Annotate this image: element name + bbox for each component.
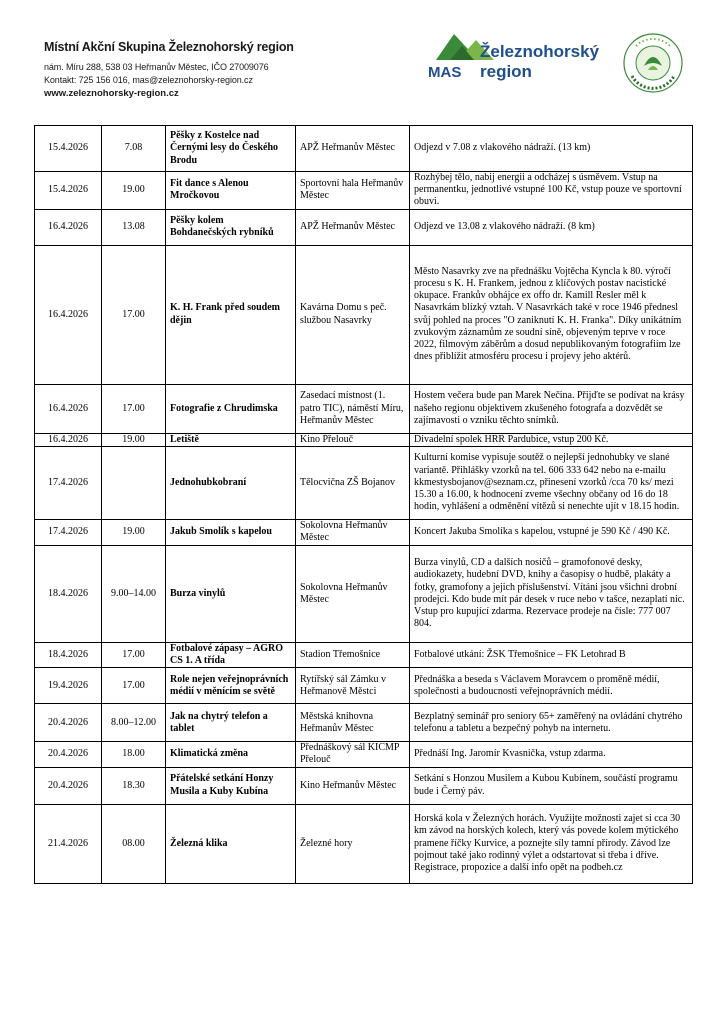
event-place: Tělocvična ZŠ Bojanov xyxy=(296,446,410,519)
event-name: Burza vinylů xyxy=(166,545,296,642)
event-place: APŽ Heřmanův Městec xyxy=(296,209,410,245)
seal-graphic xyxy=(622,32,684,94)
letterhead xyxy=(0,0,725,125)
event-time: 18.00 xyxy=(102,742,166,767)
event-description: Burza vinylů, CD a dalších nosičů – gramofonové desky, audiokazety, hudební DVD, knihy a časopisy o hudbě, plakáty a fotky, gramofony a jejich příslušenství. Vítáni jsou všichni drobní prodejci. Kdo bude mít pár desek v ruce nebo v tašce, nezaplatí nic. Vstup pro kupující zdarma. Rezervace prodeje na čísle: 777 007 804. xyxy=(410,545,693,642)
event-description: Setkání s Honzou Musilem a Kubou Kubínem, součástí programu bude i Černý páv. xyxy=(410,767,693,804)
event-date: 21.4.2026 xyxy=(35,804,102,883)
event-name: Jednohubkobraní xyxy=(166,446,296,519)
event-place: Rytířský sál Zámku v Heřmanově Městci xyxy=(296,668,410,704)
event-time: 19.00 xyxy=(102,433,166,446)
event-row xyxy=(35,245,693,384)
event-name: Pěšky kolem Bohdanečských rybníků xyxy=(166,209,296,245)
event-row xyxy=(35,668,693,704)
event-date: 15.4.2026 xyxy=(35,172,102,210)
organization-contact: Kontakt: 725 156 016, mas@zeleznohorsky-region.cz xyxy=(44,75,253,85)
event-place: Železné hory xyxy=(296,804,410,883)
event-time: 17.00 xyxy=(102,642,166,667)
event-description: Odjezd ve 13.08 z vlakového nádraží. (8 km) xyxy=(410,209,693,245)
event-row xyxy=(35,384,693,433)
event-row xyxy=(35,172,693,210)
event-date: 16.4.2026 xyxy=(35,209,102,245)
organization-info xyxy=(44,40,294,101)
event-date: 20.4.2026 xyxy=(35,742,102,767)
event-place: Sportovní hala Heřmanův Městec xyxy=(296,172,410,210)
mas-logo-word2: region xyxy=(480,62,532,81)
event-date: 16.4.2026 xyxy=(35,384,102,433)
event-time: 17.00 xyxy=(102,245,166,384)
mas-logo-word1: Železnohorský xyxy=(480,42,600,61)
event-name: Fit dance s Alenou Mročkovou xyxy=(166,172,296,210)
event-description: Koncert Jakuba Smolíka s kapelou, vstupné je 590 Kč / 490 Kč. xyxy=(410,519,693,545)
event-date: 16.4.2026 xyxy=(35,245,102,384)
event-time: 9.00–14.00 xyxy=(102,545,166,642)
event-row xyxy=(35,804,693,883)
mas-logo xyxy=(428,30,608,90)
event-description: Bezplatný seminář pro seniory 65+ zaměřený na ovládání chytrého telefonu a tabletu a bezpečný pohyb na internetu. xyxy=(410,704,693,742)
event-date: 20.4.2026 xyxy=(35,704,102,742)
event-row xyxy=(35,209,693,245)
event-date: 19.4.2026 xyxy=(35,668,102,704)
event-place: Kino Heřmanův Městec xyxy=(296,767,410,804)
event-place: APŽ Heřmanův Městec xyxy=(296,126,410,172)
event-row xyxy=(35,519,693,545)
event-row xyxy=(35,642,693,667)
event-description: Přednáška a beseda s Václavem Moravcem o proměně médií, společnosti a budoucnosti veřejnoprávních médií. xyxy=(410,668,693,704)
event-place: Kavárna Domu s peč. službou Nasavrky xyxy=(296,245,410,384)
event-time: 19.00 xyxy=(102,172,166,210)
mas-logo-abbrev: MAS xyxy=(428,64,462,81)
event-description: Fotbalové utkání: ŽSK Třemošnice – FK Letohrad B xyxy=(410,642,693,667)
event-description: Přednáší Ing. Jaromír Kvasnička, vstup zdarma. xyxy=(410,742,693,767)
event-name: Fotbalové zápasy – AGRO CS 1. A třída xyxy=(166,642,296,667)
events-table xyxy=(34,125,693,884)
event-place: Kino Přelouč xyxy=(296,433,410,446)
event-place: Stadion Třemošnice xyxy=(296,642,410,667)
event-time: 13.08 xyxy=(102,209,166,245)
event-description: Kulturní komise vypisuje soutěž o nejlepší jednohubky ve slané variantě. Přihlášky vzorků na tel. 606 333 642 nebo na e-mailu kkmestysbojanov@seznam.cz, přinesení vzorků /cca 70 ks/ mezi 15.30 a 16.00, k hodnocení zveme všechny občany od 16 do 18 hodin, vyhlášení a odměnění vítězů si nenechte ujít v 18.15 hodin. xyxy=(410,446,693,519)
event-place: Přednáškový sál KICMP Přelouč xyxy=(296,742,410,767)
event-name: Jakub Smolík s kapelou xyxy=(166,519,296,545)
event-name: Letiště xyxy=(166,433,296,446)
event-name: K. H. Frank před soudem dějin xyxy=(166,245,296,384)
event-description: Město Nasavrky zve na přednášku Vojtěcha Kyncla k 80. výročí procesu s K. H. Frankem, jednou z klíčových postav nacistické okupace. Frankův obhájce ex offo dr. Kamill Resler měl k Nasavrkám blízký vztah. V Nasavrkách také v roce 1946 přednesl svůj pohled na proces "O zaniknutí K. H. Franka". Díky unikátním zvukovým záznamům ze soudní síně, objeveným teprve v roce 2022, filmovým záběrům a dosud nepublikovaným fotografiím lze dnes přiblížit atmosféru procesu i projevy jeho aktérů. xyxy=(410,245,693,384)
event-place: Sokolovna Heřmanův Městec xyxy=(296,519,410,545)
event-name: Role nejen veřejnoprávních médií v měnícím se světě xyxy=(166,668,296,704)
event-time: 19.00 xyxy=(102,519,166,545)
event-row xyxy=(35,767,693,804)
event-time: 7.08 xyxy=(102,126,166,172)
event-date: 18.4.2026 xyxy=(35,642,102,667)
event-date: 17.4.2026 xyxy=(35,519,102,545)
event-row xyxy=(35,446,693,519)
event-time: 8.00–12.00 xyxy=(102,704,166,742)
event-description: Rozhýbej tělo, nabij energii a odcházej s úsměvem. Vstup na permanentku, jednotlivé vstupné 100 Kč, vstup pouze ve sportovní obuvi. xyxy=(410,172,693,210)
event-place: Městská knihovna Heřmanův Městec xyxy=(296,704,410,742)
event-row xyxy=(35,126,693,172)
event-time: 18.30 xyxy=(102,767,166,804)
event-date: 20.4.2026 xyxy=(35,767,102,804)
event-place: Zasedací místnost (1. patro TIC), náměstí Míru, Heřmanův Městec xyxy=(296,384,410,433)
event-name: Pěšky z Kostelce nad Černými lesy do Českého Brodu xyxy=(166,126,296,172)
event-row xyxy=(35,742,693,767)
event-name: Železná klika xyxy=(166,804,296,883)
event-name: Jak na chytrý telefon a tablet xyxy=(166,704,296,742)
event-date: 15.4.2026 xyxy=(35,126,102,172)
event-description: Horská kola v Železných horách. Využijte možnosti zajet si cca 30 km závod na horských kolech, který vás povede kolem mýtického pramene říčky Kurvice, a poznejte síly tamní přírody. Závod lze pojmout také jako rodinný výlet a odstartovat si třeba i dříve. Registrace, propozice a další info opět na podbeh.cz xyxy=(410,804,693,883)
event-date: 17.4.2026 xyxy=(35,446,102,519)
event-row xyxy=(35,545,693,642)
organization-address: nám. Míru 288, 538 03 Heřmanův Městec, IČO 27009076 xyxy=(44,62,269,72)
event-description: Odjezd v 7.08 z vlakového nádraží. (13 km) xyxy=(410,126,693,172)
organization-name: Místní Akční Skupina Železnohorský region xyxy=(44,40,294,54)
event-description: Hostem večera bude pan Marek Nečina. Přijďte se podívat na krásy našeho regionu objektivem zkušeného fotografa a dozvědět se zajímavosti o vzniku těchto snímků. xyxy=(410,384,693,433)
event-row xyxy=(35,704,693,742)
event-time: 08.00 xyxy=(102,804,166,883)
events-table-body xyxy=(35,126,693,884)
event-name: Klimatická změna xyxy=(166,742,296,767)
event-date: 18.4.2026 xyxy=(35,545,102,642)
event-time xyxy=(102,446,166,519)
event-time: 17.00 xyxy=(102,384,166,433)
event-name: Fotografie z Chrudimska xyxy=(166,384,296,433)
event-name: Přátelské setkání Honzy Musila a Kuby Kubína xyxy=(166,767,296,804)
event-time: 17.00 xyxy=(102,668,166,704)
event-place: Sokolovna Heřmanův Městec xyxy=(296,545,410,642)
event-date: 16.4.2026 xyxy=(35,433,102,446)
event-description: Divadelní spolek HRR Pardubice, vstup 200 Kč. xyxy=(410,433,693,446)
regional-product-seal xyxy=(622,32,684,94)
event-row xyxy=(35,433,693,446)
organization-website[interactable]: www.zeleznohorsky-region.cz xyxy=(44,88,179,99)
